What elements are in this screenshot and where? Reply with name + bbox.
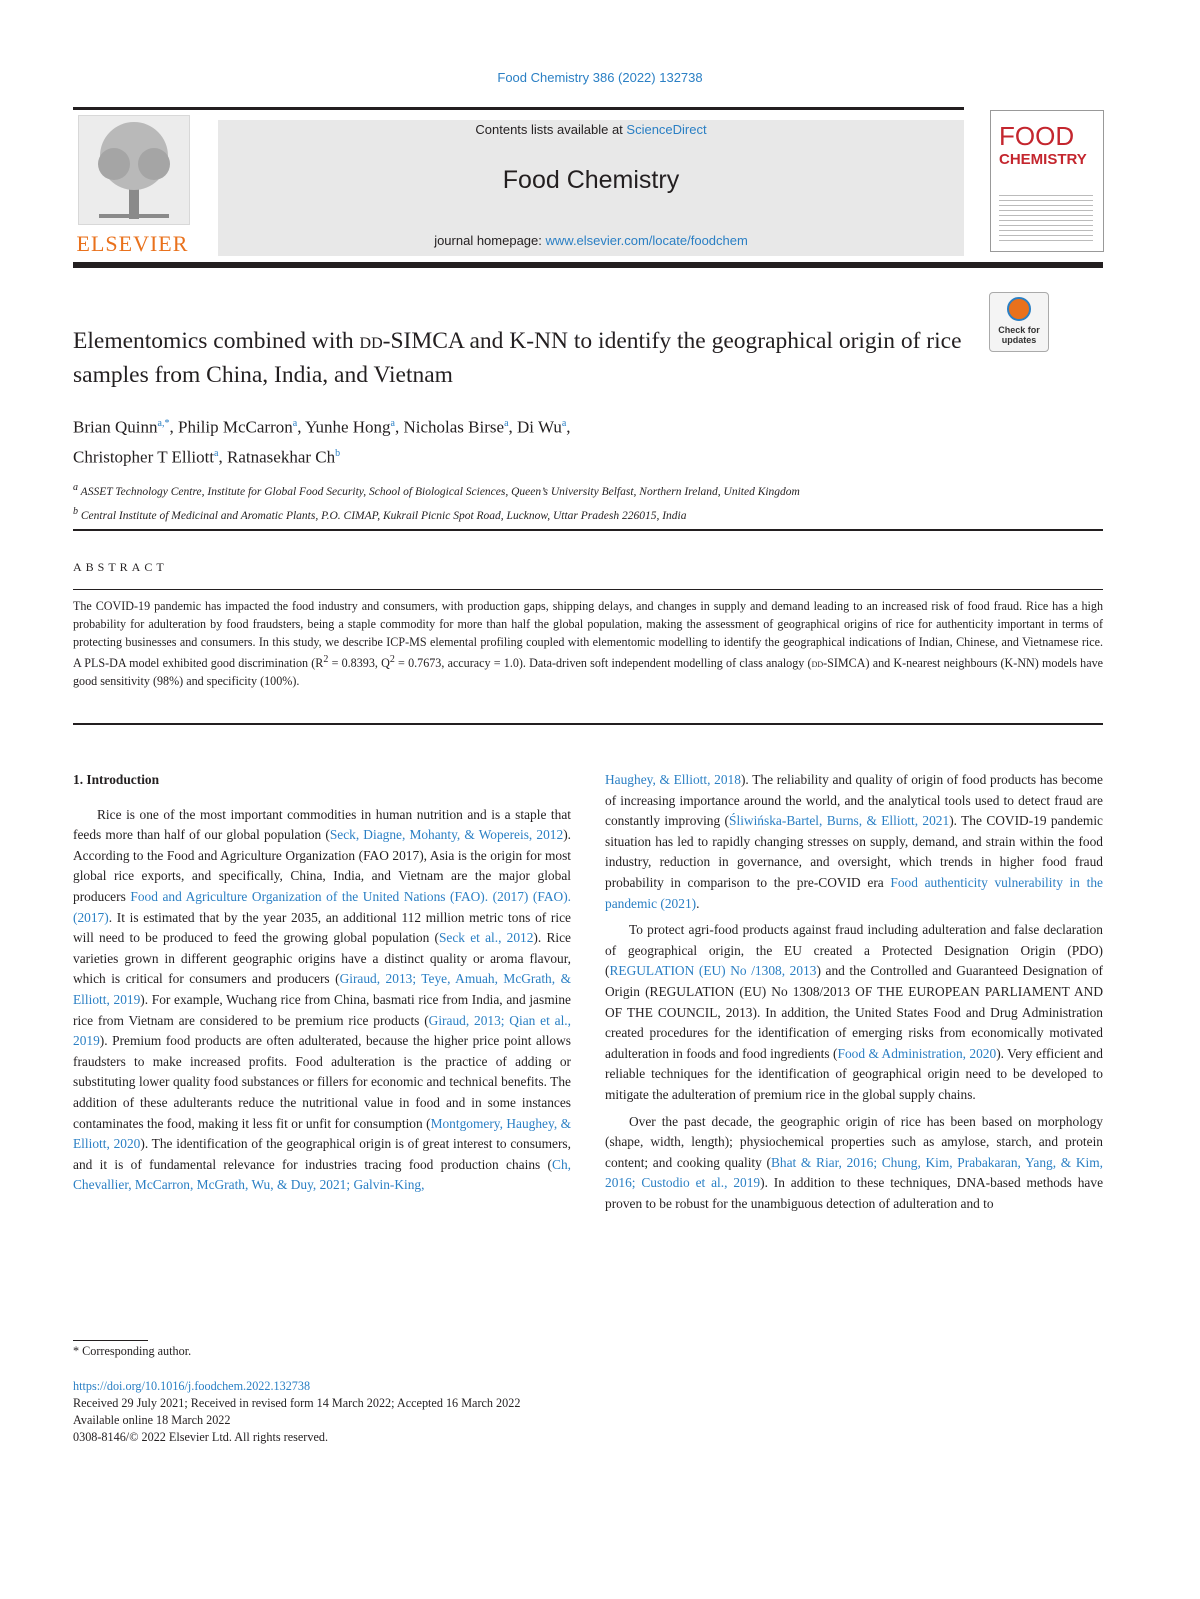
homepage-line bbox=[218, 233, 964, 248]
affiliation-label: b bbox=[73, 505, 78, 517]
homepage-prefix: journal homepage: bbox=[434, 233, 546, 248]
citation-link[interactable]: Ch, Chevallier, McCarron, McGrath, Wu, & Duy, 2021; Galvin-King, bbox=[73, 1156, 571, 1193]
abstract-text bbox=[73, 597, 1103, 690]
title-small-caps: dd bbox=[359, 328, 383, 354]
homepage-link[interactable]: www.elsevier.com/locate/foodchem bbox=[545, 233, 748, 248]
abstract-part: = 0.8393, Q bbox=[328, 656, 390, 671]
received-dates: Received 29 July 2021; Received in revised form 14 March 2022; Accepted 16 March 2022 bbox=[73, 1396, 521, 1410]
journal-title: Food Chemistry bbox=[502, 166, 680, 194]
contents-prefix: Contents lists available at bbox=[475, 122, 627, 137]
tree-icon bbox=[78, 115, 190, 225]
author-name[interactable]: Yunhe Hong bbox=[305, 417, 391, 437]
article-title bbox=[73, 324, 973, 392]
citation-link[interactable]: Giraud, 2013; Teye, Amuah, McGrath, & Elliott, 2019 bbox=[73, 971, 571, 1007]
journal-citation[interactable]: Food Chemistry 386 (2022) 132738 bbox=[497, 70, 703, 85]
affiliation-marker[interactable]: a bbox=[504, 418, 509, 429]
header-thick-rule bbox=[73, 262, 1103, 268]
author-name[interactable]: Nicholas Birse bbox=[403, 417, 505, 437]
citation-link[interactable]: Haughey, & Elliott, 2018 bbox=[605, 772, 741, 787]
affiliation-marker[interactable]: a bbox=[561, 418, 567, 429]
cover-title-chemistry: CHEMISTRY bbox=[999, 151, 1087, 168]
citation-link[interactable]: Food & Administration, 2020 bbox=[837, 1045, 997, 1061]
available-online: Available online 18 March 2022 bbox=[73, 1413, 231, 1427]
affiliations bbox=[73, 478, 1103, 526]
corresponding-author-note: * Corresponding author. bbox=[73, 1344, 192, 1358]
sciencedirect-link[interactable]: ScienceDirect bbox=[626, 122, 707, 137]
affiliation-item bbox=[73, 478, 1103, 502]
check-updates-label: Check for updates bbox=[998, 325, 1040, 345]
author-list: Brian Quinn$^{a,*}$, Philip McCarron$^a$, Yunhe Hong$^a$, Nicholas Birse$^a$, Di Wu$^a$, Christopher T Elliott$^a$, Ratnasekhar Ch$^b$ bbox=[73, 417, 571, 467]
title-part-2: -SIMCA and K-NN to identify the geographical origin of rice samples from China, India, and Vietnam bbox=[73, 328, 962, 388]
affiliation-text: ASSET Technology Centre, Institute for Global Food Security, School of Biological Sciences, Queen’s University Belfast, Northern Ireland, United Kingdom bbox=[80, 485, 800, 498]
citation-link[interactable]: Śliwińska-Bartel, Burns, & Elliott, 2021 bbox=[729, 813, 950, 829]
abstract-part: -SIMCA) and K-nearest neighbours (K-NN) models have good sensitivity (98%) and specificity (100%). bbox=[73, 656, 1104, 689]
abstract-bottom-rule bbox=[73, 723, 1103, 725]
abstract-heading: ABSTRACT bbox=[73, 560, 168, 574]
footnote-rule bbox=[73, 1340, 148, 1341]
abstract-heading-rule bbox=[73, 589, 1103, 590]
citation-link[interactable]: Food and Agriculture Organization of the United Nations (FAO). (2017) (FAO). (2017) bbox=[73, 888, 571, 925]
intro-paragraph-3: Over the past decade, the geographic origin of rice has been based on morphology (shape, width, length); physiochemical properties such as amylose, starch, and protein content; and cooking quality (Bhat & Riar, 2016; Chung, Kim, Prabakaran, Yang, & Kim, 2016; Custodio et al., 2019). In addition to these techniques, DNA-based methods have proven to be robust for the unambiguous detection of adulteration and to bbox=[605, 1113, 1104, 1211]
affiliation-marker[interactable]: a bbox=[292, 418, 298, 429]
abstract-top-rule bbox=[73, 529, 1103, 531]
affiliation-marker[interactable]: b bbox=[335, 447, 341, 459]
citation-link[interactable]: Seck, Diagne, Mohanty, & Wopereis, 2012 bbox=[329, 827, 564, 843]
check-for-updates-button[interactable] bbox=[989, 292, 1049, 352]
header-rule bbox=[73, 107, 964, 110]
affiliation-item bbox=[73, 502, 1103, 526]
affiliation-marker[interactable]: a bbox=[390, 418, 395, 429]
affiliation-marker[interactable]: a,* bbox=[157, 418, 170, 429]
citation-link[interactable]: REGULATION (EU) No /1308, 2013 bbox=[609, 963, 817, 979]
intro-paragraph-1-cont: Haughey, & Elliott, 2018). The reliability and quality of origin of food products has become of increasing importance around the world, and the analytical tools used to detect fraud are constantly improving (Śliwińska-Bartel, Burns, & Elliott, 2021). The COVID-19 pandemic situation has led to rapidly changing stresses on supply, demand, and strain within the food industry, reduction in governance, and oversight, which trends in higher food fraud probability in comparison to the pre-COVID era Food authenticity vulnerability in the pandemic (2021). bbox=[605, 772, 1103, 911]
intro-paragraph-2: To protect agri-food products against fraud including adulteration and false declaration of geographical origin, the EU created a Protected Designation Origin (PDO) (REGULATION (EU) No /1308, 2013) and the Controlled and Guaranteed Designation of Origin (REGULATION (EU) No 1308/2013 OF THE EUROPEAN PARLIAMENT AND OF THE COUNCIL, 2013). In addition, the United States Food and Drug Administration created procedures for the identification of emerging risks from economically motivated adulteration in foods and food ingredients (Food & Administration, 2020). Very efficient and reliable techniques for the identification of geographical origin need to be developed to mitigate the adulteration of premium rice in the global supply chains. bbox=[605, 922, 1103, 1102]
author-name[interactable]: Christopher T Elliott bbox=[73, 447, 215, 467]
elsevier-logo[interactable] bbox=[70, 115, 195, 255]
citation-link[interactable]: Bhat & Riar, 2016; Chung, Kim, Prabakaran, Yang, & Kim, 2016; Custodio et al., 2019 bbox=[605, 1154, 1103, 1191]
copyright: 0308-8146/© 2022 Elsevier Ltd. All rights reserved. bbox=[73, 1430, 328, 1444]
affiliation-marker[interactable]: a bbox=[214, 447, 219, 459]
cover-text-lines bbox=[999, 191, 1093, 245]
bookmark-icon bbox=[1007, 297, 1031, 321]
contents-line bbox=[218, 122, 964, 137]
body-column-left bbox=[73, 770, 571, 1196]
author-name[interactable]: Brian Quinn bbox=[73, 417, 158, 437]
elsevier-wordmark: ELSEVIER bbox=[76, 231, 189, 256]
journal-cover[interactable] bbox=[990, 110, 1104, 252]
section-heading: 1. Introduction bbox=[73, 772, 160, 787]
doi-link[interactable]: https://doi.org/10.1016/j.foodchem.2022.132738 bbox=[73, 1379, 311, 1393]
affiliation-label: a bbox=[73, 482, 78, 493]
citation-link[interactable]: Montgomery, Haughey, & Elliott, 2020 bbox=[73, 1115, 571, 1152]
author-name[interactable]: Philip McCarron bbox=[177, 417, 293, 437]
citation-link[interactable]: Seck et al., 2012 bbox=[438, 930, 534, 946]
intro-paragraph-1: Rice is one of the most important commodities in human nutrition and is a staple that feeds more than half of our global population (Seck, Diagne, Mohanty, & Wopereis, 2012). According to the Food and Agriculture Organization (FAO 2017), Asia is the origin for most global rice exports, and specifically, China, India, and Vietnam are the major global producers Food and Agriculture Organization of the United Nations (FAO). (2017) (FAO). (2017). It is estimated that by the year 2035, an additional 112 million metric tons of rice will need to be produced to feed the growing global population (Seck et al., 2012). Rice varieties grown in different geographic origins have a distinct quality or aroma flavour, which is critical for consumers and producers (Giraud, 2013; Teye, Amuah, McGrath, & Elliott, 2019). For example, Wuchang rice from China, basmati rice from India, and jasmine rice from Vietnam are considered to be premium rice products (Giraud, 2013; Qian et al., 2019). Premium food products are often adulterated, because the higher price point allows fraudsters to make increased profits. Food adulteration is the practice of adding or substituting lower quality food substances or fillers for economic and technical benefits. The addition of these adulterants reduce the nutritional value in food and in some instances contaminates the food, making it less fit or unfit for consumption (Montgomery, Haughey, & Elliott, 2020). The identification of the geographical origin is of great interest to consumers, and it is of fundamental relevance for industries tracing food production chains (Ch, Chevallier, McCarron, McGrath, Wu, & Duy, 2021; Galvin-King, bbox=[73, 806, 571, 1193]
citation-link[interactable]: Giraud, 2013; Qian et al., 2019 bbox=[73, 1012, 571, 1049]
affiliation-text: Central Institute of Medicinal and Aromatic Plants, P.O. CIMAP, Kukrail Picnic Spot Road, Lucknow, Uttar Pradesh 226015, India bbox=[80, 509, 687, 522]
author-name[interactable]: Di Wu bbox=[517, 417, 562, 437]
superscript: 2 bbox=[323, 654, 329, 665]
citation-link[interactable]: Food authenticity vulnerability in the pandemic (2021) bbox=[605, 874, 1103, 911]
abstract-part: The COVID-19 pandemic has impacted the food industry and consumers, with production gaps, shipping delays, and changes in supply and demand leading to an increased risk of food fraud. Rice has a high probability for adulteration by food fraudsters, being a staple commodity for more than half the global population, making the assessment of geographical origins of rice for authenticity important in terms of protecting businesses and consumers. In this study, we describe ICP-MS elemental profiling coupled with elementomic modelling to identify the geographical indications of Indian, Chinese, and Vietnamese rice. A PLS-DA model exhibited good discrimination (R bbox=[73, 599, 1103, 671]
abstract-part: = 0.7673, accuracy = 1.0). Data-driven soft independent modelling of class analogy ( bbox=[394, 656, 812, 671]
article-footer bbox=[73, 1378, 773, 1446]
abstract-small-caps: dd bbox=[811, 656, 824, 671]
author-name[interactable]: Ratnasekhar Ch bbox=[227, 447, 336, 467]
body-column-right bbox=[605, 770, 1103, 1214]
title-part-1: Elementomics combined with bbox=[73, 328, 360, 354]
superscript: 2 bbox=[389, 654, 395, 665]
cover-title-food: FOOD bbox=[999, 121, 1075, 151]
